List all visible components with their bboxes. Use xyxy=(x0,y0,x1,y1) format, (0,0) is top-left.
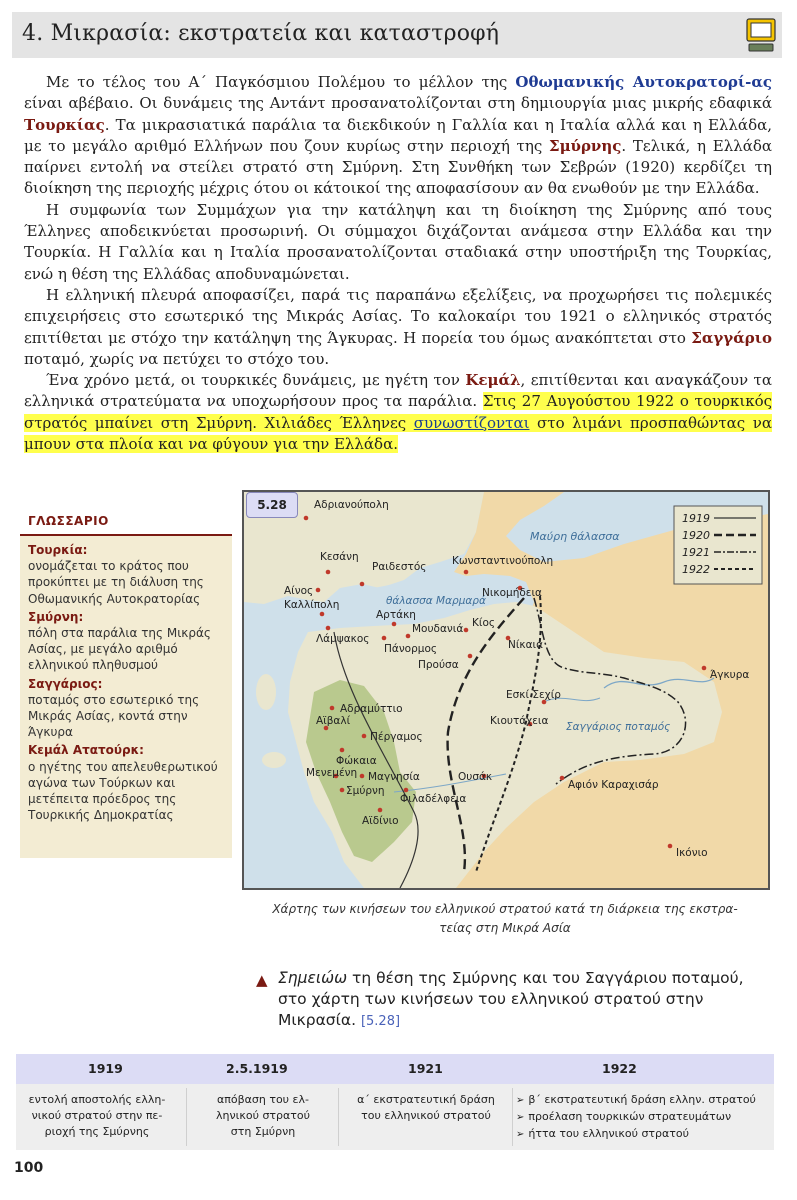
city-label: Φιλαδέλφεια xyxy=(400,793,467,805)
paragraph-3: Η ελληνική πλευρά αποφασίζει, παρά τις παραπάνω εξελίξεις, να προχωρήσει τις πολεμικές επιχειρήσεις στο εσωτερικό της Μικράς Ασίας. Το καλοκαίρι του 1921 ο ελληνικός στρατός επιτίθεται με στόχο την κατάληψη της Άγκυρας. Η πορεία του όμως ανακόπτεται στο Σαγγάριο ποταμό, χωρίς να πετύχει το στόχο του. xyxy=(24,285,772,368)
timeline-entry: απόβαση του ελ- ληνικού στρατού στη Σμύρνη xyxy=(216,1093,310,1138)
city-label: Κίος xyxy=(472,617,496,629)
city-label: Ουσάκ xyxy=(458,771,493,783)
city-label: Κιουτάχεια xyxy=(490,715,549,727)
glossary-box xyxy=(20,508,232,858)
timeline-bullet: ➢ β΄ εκστρατευτική δράση ελλην. στρατού xyxy=(516,1092,772,1109)
timeline xyxy=(16,1054,774,1150)
figure-number-badge: 5.28 xyxy=(246,492,298,518)
city-label: Κεσάνη xyxy=(320,551,359,563)
sangarios-river-label: Σαγγάριος ποταμός xyxy=(566,721,671,733)
underlined-link-synostizontai[interactable]: συνωστίζονται xyxy=(413,413,530,432)
main-text xyxy=(24,72,772,455)
city-label: Πάνορμος xyxy=(384,643,438,655)
glossary-term: Σαγγάριος: xyxy=(28,676,103,691)
glossary-term: Τουρκία: xyxy=(28,543,88,557)
city-label: Σμύρνη xyxy=(346,785,385,797)
glossary-term: Σμύρνη: xyxy=(28,609,84,624)
glossary-body xyxy=(20,536,232,823)
city-label: Προύσα xyxy=(418,659,459,671)
city-label: Μαγνησία xyxy=(368,771,420,783)
glossary-definition: ο ηγέτης του απελευθερωτικού αγώνα των Τούρκων και μετέπειτα πρόεδρος της Τουρκικής Δημοκρατίας xyxy=(28,759,218,823)
city-label: Λάμψακος xyxy=(316,633,370,645)
city-label: Ικόνιο xyxy=(676,847,708,859)
timeline-bullet: ➢ προέλαση τουρκικών στρατευμάτων xyxy=(516,1109,772,1126)
city-label: Εσκί Σεχίρ xyxy=(506,689,561,701)
page-number: 100 xyxy=(14,1160,44,1176)
city-label: Καλλίπολη xyxy=(284,599,340,611)
city-label: Αδραμύττιο xyxy=(340,703,403,715)
timeline-year: 2.5.1919 xyxy=(226,1061,288,1076)
legend-label: 1922 xyxy=(682,563,710,576)
black-sea-label: Μαύρη θάλασσα xyxy=(530,530,620,543)
highlighted-text: Στις 27 Αυγούστου 1922 ο τουρκικός στρατός μπαίνει στη Σμύρνη. Χιλιάδες Έλληνες συνωστίζονται στο λιμάνι προσπαθώντας να μπουν στα πλοία και να φύγουν για την Ελλάδα. xyxy=(24,392,773,454)
activity-note: ▲ Σημειώω τη θέση της Σμύρνης και του Σαγγάριου ποταμού, στο χάρτη των κινήσεων του ελληνικού στρατού στην Μικρασία. [5.28] xyxy=(256,969,744,1029)
legend-label: 1920 xyxy=(682,529,710,542)
timeline-bullet: ➢ ήττα του ελληνικού στρατού xyxy=(516,1126,772,1143)
term-ottoman-empire: Οθωμανικής Αυτοκρατορί-ας xyxy=(515,73,772,91)
glossary-definition: ποταμός στο εσωτερικό της Μικράς Ασίας, κοντά στην Άγκυρα xyxy=(28,692,200,740)
paragraph-1: Με το τέλος του Α΄ Παγκόσμιου Πολέμου το μέλλον της Οθωμανικής Αυτοκρατορί-ας είναι αβέβαιο. Οι δυνάμεις της Αντάντ προσανατολίζονται στη δημιουργία μιας μικρής εδαφικά Τουρκίας. Τα μικρασιατικά παράλια τα διεκδικούν η Γαλλία και η Ιταλία αλλά και η Ελλάδα, με το μεγάλο αριθμό Ελλήνων που ζουν κυρίως στην περιοχή της Σμύρνης. Τελικά, η Ελλάδα παίρνει εντολή να στείλει στρατό στη Σμύρνη. Στη Συνθήκη των Σεβρών (1920) κερδίζει τη διοίκηση της περιοχής μέχρις ότου οι κάτοικοί της αποφασίσουν αν θα ενωθούν με την Ελλάδα. xyxy=(24,73,772,198)
city-label: Αδριανούπολη xyxy=(314,499,389,511)
city-label: Αφιόν Καραχισάρ xyxy=(568,779,659,791)
campaign-map xyxy=(242,490,770,890)
city-label: Κωνσταντινούπολη xyxy=(452,555,554,567)
term-sangarios: Σαγγάριο xyxy=(691,328,772,347)
legend-label: 1919 xyxy=(682,512,710,525)
glossary-title: ΓΛΩΣΣΑΡΙΟ xyxy=(20,508,232,536)
timeline-year: 1919 xyxy=(88,1061,123,1076)
timeline-year: 1922 xyxy=(602,1061,637,1076)
term-turkey: Τουρκίας xyxy=(24,115,105,134)
marmara-sea-label: θάλασσα Μαρμαρά xyxy=(386,595,486,607)
glossary-term: Κεμάλ Ατατούρκ: xyxy=(28,743,144,758)
paragraph-2: Η συμφωνία των Συμμάχων για την κατάληψη και τη διοίκηση της Σμύρνης από τους Έλληνες αποδεικνύεται προσωρινή. Οι σύμμαχοι διχάζονται ανάμεσα στην Ελλάδα και την Τουρκία. Η Γαλλία και η Ιταλία προσανατολίζονται σταδιακά στην υποστήριξη της Τουρκίας, ενώ η θέση της Ελλάδας αποδυναμώνεται. xyxy=(24,200,772,283)
note-emphasis: Σημειώω xyxy=(278,969,348,987)
city-label: Φώκαια xyxy=(336,755,377,767)
city-label: Μενεμένη xyxy=(306,767,358,779)
city-label: Μουδανιά xyxy=(412,623,464,635)
city-label: Αϊβαλί xyxy=(316,715,351,727)
city-label: Νίκαια xyxy=(508,639,543,651)
city-label: Νικομήδεια xyxy=(482,587,542,599)
city-label: Ραιδεστός xyxy=(372,561,427,573)
computer-icon xyxy=(746,17,776,53)
chapter-title-bar xyxy=(12,12,782,58)
city-label: Πέργαμος xyxy=(370,731,423,743)
timeline-year: 1921 xyxy=(408,1061,443,1076)
paragraph-4: Ένα χρόνο μετά, οι τουρκικές δυνάμεις, με ηγέτη τον Κεμάλ, επιτίθενται και αναγκάζουν τα ελληνικά στρατεύματα να υποχωρήσουν προς τα παράλια. Στις 27 Αυγούστου 1922 ο τουρκικός στρατός μπαίνει στη Σμύρνη. Χιλιάδες Έλληνες συνωστίζονται στο λιμάνι προσπαθώντας να μπουν στα πλοία και να φύγουν για την Ελλάδα. xyxy=(24,371,773,454)
glossary-definition: ονομάζεται το κράτος που προκύπτει με τη διάλυση της Οθωμανικής Αυτοκρατορίας xyxy=(28,559,204,606)
term-smyrna: Σμύρνης xyxy=(548,136,622,155)
legend-label: 1921 xyxy=(682,546,710,559)
city-label: Αρτάκη xyxy=(376,609,416,621)
timeline-header xyxy=(16,1054,774,1084)
timeline-entry: εντολή αποστολής ελλη- νικού στρατού στην πε- ριοχή της Σμύρνης xyxy=(28,1093,166,1138)
triangle-bullet-icon: ▲ xyxy=(256,971,268,989)
figure-reference[interactable]: [5.28] xyxy=(360,1014,401,1029)
timeline-entry: α΄ εκστρατευτική δράση του ελληνικού στρατού xyxy=(357,1093,495,1122)
chapter-title: 4. Μικρασία: εκστρατεία και καταστροφή xyxy=(22,21,500,46)
term-kemal: Κεμάλ xyxy=(465,371,521,390)
city-label: Άγκυρα xyxy=(710,669,750,681)
glossary-definition: πόλη στα παράλια της Μικράς Ασίας, με μεγάλο αριθμό ελληνικού πληθυσμού xyxy=(28,626,211,673)
city-label: Αϊδίνιο xyxy=(362,815,399,827)
city-label: Αίνος xyxy=(284,585,314,597)
timeline-entry xyxy=(516,1092,772,1143)
map-caption: Χάρτης των κινήσεων του ελληνικού στρατού κατά τη διάρκεια της εκστρα- τείας στη Μικρά Ασία xyxy=(272,902,738,935)
map-svg xyxy=(244,492,768,888)
